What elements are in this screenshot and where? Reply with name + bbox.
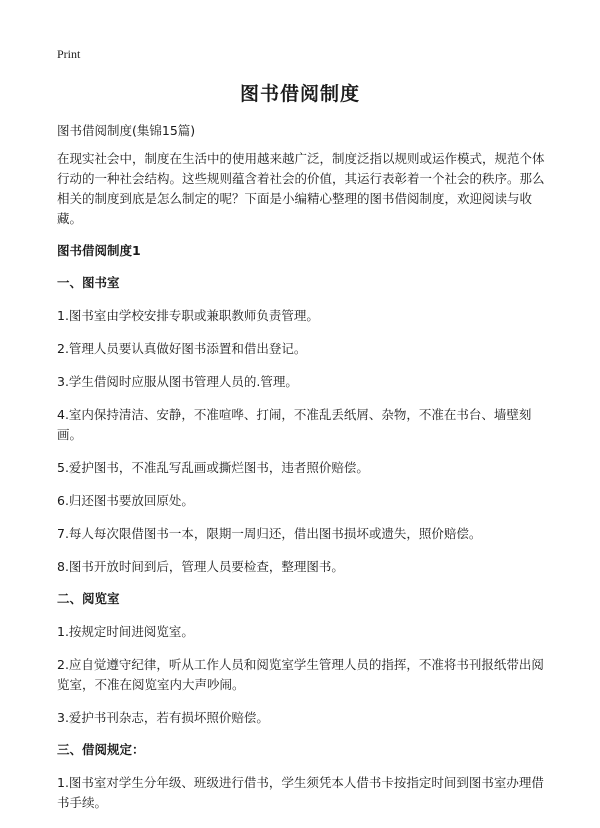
document-subtitle: 图书借阅制度(集锦15篇) bbox=[57, 123, 196, 138]
section-heading-main: 图书借阅制度1 bbox=[57, 243, 141, 258]
rule-item: 1.按规定时间进阅览室。 bbox=[57, 624, 194, 639]
rule-item: 2.管理人员要认真做好图书添置和借出登记。 bbox=[57, 341, 307, 356]
rule-item: 5.爱护图书，不准乱写乱画或撕烂图书，违者照价赔偿。 bbox=[57, 460, 369, 475]
document-body bbox=[57, 121, 547, 826]
print-link[interactable]: Print bbox=[57, 47, 81, 61]
section-heading-library: 一、图书室 bbox=[57, 275, 120, 290]
rule-item: 2.应自觉遵守纪律，听从工作人员和阅览室学生管理人员的指挥，不准将书刊报纸带出阅览室，不准在阅览室内大声吵闹。 bbox=[57, 657, 544, 692]
rule-item: 8.图书开放时间到后，管理人员要检查，整理图书。 bbox=[57, 559, 344, 574]
rule-item: 6.归还图书要放回原处。 bbox=[57, 493, 194, 508]
rule-item: 1.图书室对学生分年级、班级进行借书，学生须凭本人借书卡按指定时间到图书室办理借书手续。 bbox=[57, 775, 544, 810]
intro-paragraph: 在现实社会中，制度在生活中的使用越来越广泛，制度泛指以规则或运作模式，规范个体行动的一种社会结构。这些规则蕴含着社会的价值，其运行表彰着一个社会的秩序。那么相关的制度到底是怎么制定的呢？下面是小编精心整理的图书借阅制度，欢迎阅读与收藏。 bbox=[57, 151, 545, 226]
section-heading-borrowing-rules: 三、借阅规定： bbox=[57, 742, 145, 757]
rule-item: 1.图书室由学校安排专职或兼职教师负责管理。 bbox=[57, 308, 319, 323]
rule-item: 4.室内保持清洁、安静，不准喧哗、打闹，不准乱丢纸屑、杂物，不准在书台、墙壁刻画。 bbox=[57, 407, 532, 442]
rule-item: 3.学生借阅时应服从图书管理人员的.管理。 bbox=[57, 374, 298, 389]
rule-item: 7.每人每次限借图书一本，限期一周归还，借出图书损坏或遗失，照价赔偿。 bbox=[57, 526, 482, 541]
page-title: 图书借阅制度 bbox=[239, 83, 360, 105]
section-heading-reading-room: 二、阅览室 bbox=[57, 591, 120, 606]
rule-item: 3.爱护书刊杂志，若有损坏照价赔偿。 bbox=[57, 710, 269, 725]
